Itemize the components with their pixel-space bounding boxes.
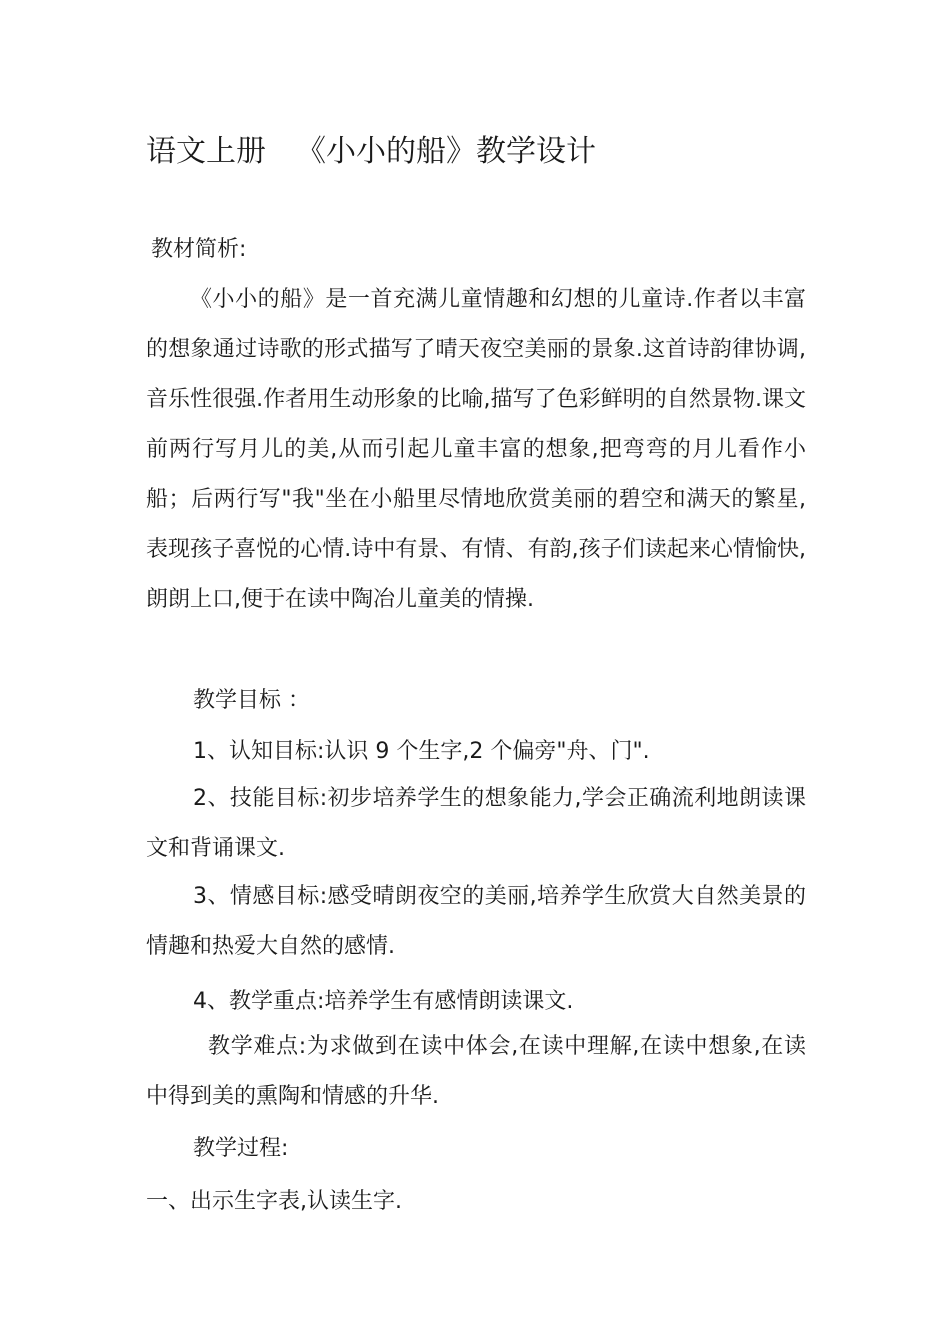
difficulty-paragraph: 教学难点:为求做到在读中体会,在读中理解,在读中想象,在读中得到美的熏陶和情感的升华.: [146, 1034, 806, 1109]
material-paragraph: 《小小的船》是一首充满儿童情趣和幻想的儿童诗.作者以丰富的想象通过诗歌的形式描写了晴天夜空美丽的景象.这首诗韵律协调,音乐性很强.作者用生动形象的比喻,描写了色彩鲜明的自然景物.课文前两行写月儿的美,从而引起儿童丰富的想象,把弯弯的月儿看作小船；后两行写"我"坐在小船里尽情地欣赏美丽的碧空和满天的繁星,表现孩子喜悦的心情.诗中有景、有情、有韵,孩子们读起来心情愉快,朗朗上口,便于在读中陶冶儿童美的情操.: [146, 287, 806, 612]
process-step-1: 一、出示生字表,认读生字.: [146, 1189, 402, 1214]
page-title: [146, 130, 596, 174]
goal-item-3: 3、情感目标:感受晴朗夜空的美丽,培养学生欣赏大自然美景的情趣和热爱大自然的感情.: [146, 884, 806, 959]
section-heading-goals: 教学目标 ：: [193, 688, 310, 713]
goal-item-4: 4、教学重点:培养学生有感情朗读课文.: [193, 989, 574, 1014]
title-subject: 语文上册: [146, 134, 266, 169]
goal-item-2: 2、技能目标:初步培养学生的想象能力,学会正确流利地朗读课文和背诵课文.: [146, 786, 806, 861]
goal-item-1: 1、认知目标:认识 9 个生字,2 个偏旁"舟、门".: [193, 739, 650, 764]
section-heading-material: 教材简析:: [151, 237, 247, 262]
section-heading-process: 教学过程:: [193, 1136, 289, 1161]
title-lesson: 《小小的船》教学设计: [296, 134, 596, 169]
